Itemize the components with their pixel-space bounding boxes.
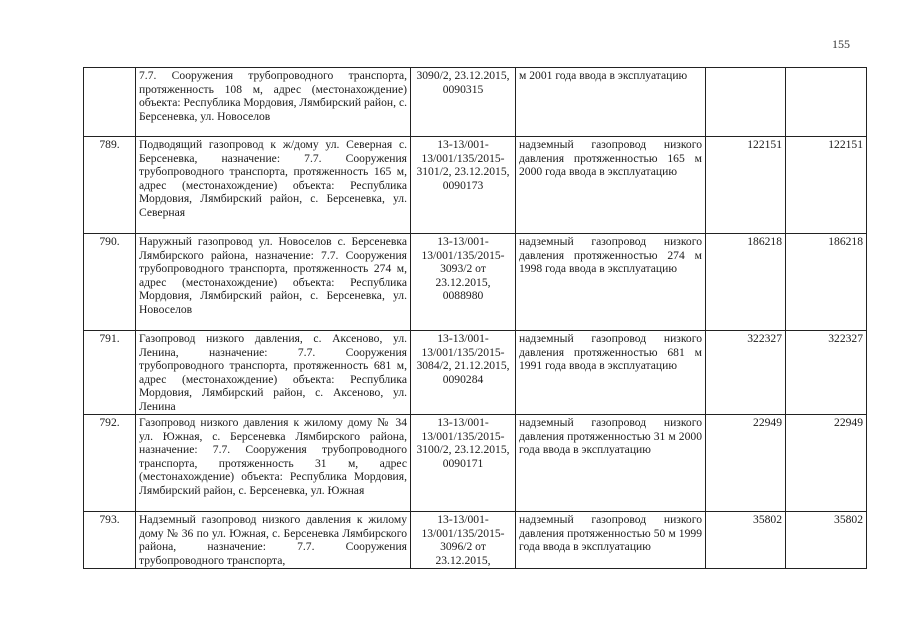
registration-record: 13-13/001-13/001/135/2015-3101/2, 23.12.2015, 0090173 [411, 137, 516, 234]
object-characteristics: надземный газопровод низкого давления протяженностью 50 м 1999 года ввода в эксплуатацию [516, 512, 706, 569]
object-description: Подводящий газопровод к ж/дому ул. Северная с. Берсеневка, назначение: 7.7. Сооружения трубопроводного транспорта, протяженность 165 м, адрес (местонахождение) объекта: Республика Мордовия, Лямбирский район, с. Берсеневка, ул. Северная [136, 137, 411, 234]
object-description: Газопровод низкого давления, с. Аксеново, ул. Ленина, назначение: 7.7. Сооружения трубопроводного транспорта, протяженность 681 м, адрес (местонахождение) объекта: Республика Мордовия, Лямбирский район, с. Аксеново, ул. Ленина [136, 331, 411, 415]
object-characteristics: м 2001 года ввода в эксплуатацию [516, 68, 706, 137]
row-number: 789. [84, 137, 136, 234]
row-number: 792. [84, 415, 136, 512]
registration-record: 13-13/001-13/001/135/2015-3093/2 от 23.12.2015, 0088980 [411, 234, 516, 331]
registration-record: 13-13/001-13/001/135/2015-3096/2 от 23.12.2015, [411, 512, 516, 569]
value-column-2: 186218 [786, 234, 867, 331]
table-row [84, 415, 867, 512]
object-characteristics: надземный газопровод низкого давления протяженностью 31 м 2000 года ввода в эксплуатацию [516, 415, 706, 512]
row-number: 793. [84, 512, 136, 569]
table-row [84, 331, 867, 415]
row-number: 790. [84, 234, 136, 331]
registration-record: 13-13/001-13/001/135/2015-3084/2, 21.12.2015, 0090284 [411, 331, 516, 415]
table-row [84, 68, 867, 137]
page-number: 155 [832, 37, 850, 51]
registry-table [83, 67, 867, 569]
value-column-2: 322327 [786, 331, 867, 415]
value-column-1: 186218 [706, 234, 786, 331]
value-column-1: 322327 [706, 331, 786, 415]
value-column-2 [786, 68, 867, 137]
value-column-2: 35802 [786, 512, 867, 569]
value-column-1: 22949 [706, 415, 786, 512]
registration-record: 3090/2, 23.12.2015, 0090315 [411, 68, 516, 137]
object-description: 7.7. Сооружения трубопроводного транспорта, протяженность 108 м, адрес (местонахождение) объекта: Республика Мордовия, Лямбирский район, с. Берсеневка, ул. Новоселов [136, 68, 411, 137]
object-description: Надземный газопровод низкого давления к жилому дому № 36 по ул. Южная, с. Берсеневка Лямбирского района, назначение: 7.7. Сооружения трубопроводного транспорта, [136, 512, 411, 569]
value-column-1 [706, 68, 786, 137]
registration-record: 13-13/001-13/001/135/2015-3100/2, 23.12.2015, 0090171 [411, 415, 516, 512]
table-row [84, 234, 867, 331]
value-column-2: 122151 [786, 137, 867, 234]
object-description: Наружный газопровод ул. Новоселов с. Берсеневка Лямбирского района, назначение: 7.7. Сооружения трубопроводного транспорта, протяженность 274 м, адрес (местонахождение) объекта: Республика Мордовия, Лямбирский район, с. Берсеневка, ул. Новоселов [136, 234, 411, 331]
object-characteristics: надземный газопровод низкого давления протяженностью 274 м 1998 года ввода в эксплуатацию [516, 234, 706, 331]
object-description: Газопровод низкого давления к жилому дому № 34 ул. Южная, с. Берсеневка Лямбирского района, назначение: 7.7. Сооружения трубопроводного транспорта, протяженность 31 м, адрес (местонахождение) объекта: Республика Мордовия, Лямбирский район, с. Берсеневка, ул. Южная [136, 415, 411, 512]
object-characteristics: надземный газопровод низкого давления протяженностью 165 м 2000 года ввода в эксплуатацию [516, 137, 706, 234]
object-characteristics: надземный газопровод низкого давления протяженностью 681 м 1991 года ввода в эксплуатацию [516, 331, 706, 415]
value-column-2: 22949 [786, 415, 867, 512]
table-row [84, 137, 867, 234]
value-column-1: 35802 [706, 512, 786, 569]
table-row [84, 512, 867, 569]
row-number: 791. [84, 331, 136, 415]
row-number [84, 68, 136, 137]
value-column-1: 122151 [706, 137, 786, 234]
